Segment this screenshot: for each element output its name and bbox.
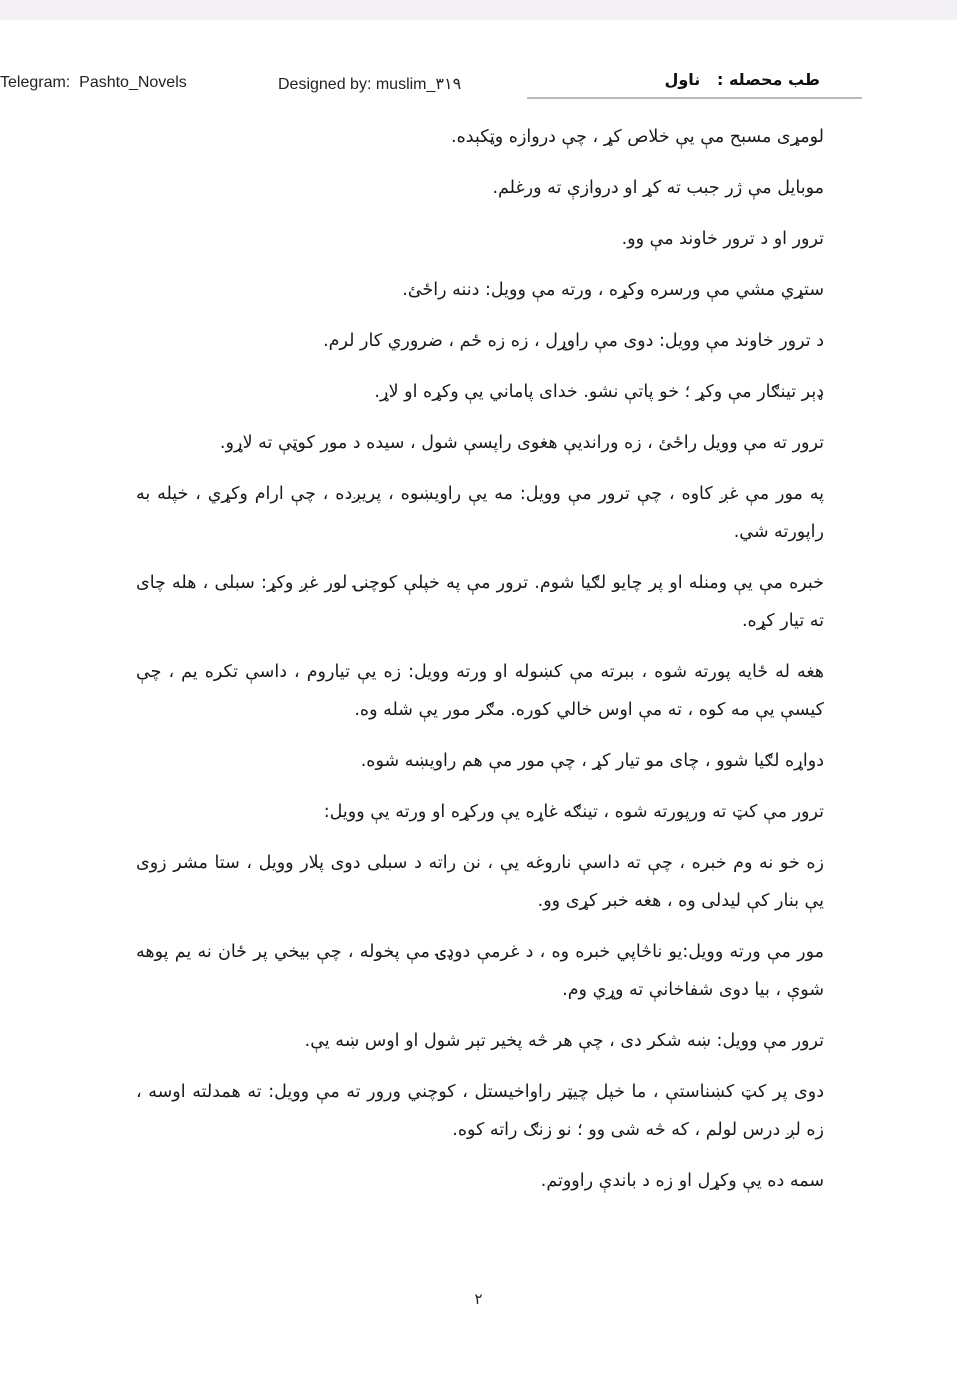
page-number: ٢: [474, 1290, 483, 1308]
paragraph: ترور ته مې وويل راځئ ، زه ورانديې هغوی راپسې شول ، سيده د مور کوټې ته لاړو.: [219, 433, 824, 453]
header-title: طب محصله : ناول: [664, 70, 820, 89]
paragraph: سمه ده يې وکړل او زه د باندې راووتم.: [540, 1171, 824, 1191]
paragraph: موبايل مې ژر جبب ته کړ او دروازې ته ورغلم.: [492, 178, 824, 198]
paragraph: دوی پر کټ کښناستې ، ما خپل چيټر راواخيستل ، کوچني ورور ته مې وويل: ته همدلته اوسه ، زه لږ درس لولم ، که څه شی وو ؛ نو زنګ راته کوه.: [136, 1082, 824, 1140]
paragraph: زه خو نه وم خبره ، چې ته داسې ناروغه يې ، نن راته د سبلی دوی پلار وويل ، ستا مشر زوی يې بنار کې ليدلی وه ، هغه خبر کړی وو.: [136, 853, 824, 911]
page-header: [0, 60, 957, 104]
header-rule: [527, 97, 862, 99]
header-telegram: Telegram: Pashto_Novels: [0, 74, 187, 91]
paragraph: خبره مې يې ومنله او پر چايو لګيا شوم. ترور مې په خپلې کوچنۍ لور غږ وکړ: سبلی ، هله چای ته تيار کړه.: [136, 573, 824, 631]
paragraph: مور مې ورته وويل:يو ناڅاپي خبره وه ، د غرمې دوډۍ مې پخوله ، چې بيخي پر ځان نه يم پوهه شوې ، بيا دوی شفاخانې ته وړي وم.: [136, 942, 824, 1000]
paragraph: ترور مې کټ ته ورپورته شوه ، تينګه غاړه يې ورکړه او ورته يې وويل:: [323, 802, 824, 822]
paragraph: د ترور خاوند مې وويل: دوی مې راوړل ، زه زه ځم ، ضروري کار لرم.: [323, 331, 824, 351]
paragraph: لومړی مسبح مې يې خلاص کړ ، چې دروازه وټکېده.: [451, 127, 824, 147]
paragraph: دواړه لګيا شوو ، چای مو تيار کړ ، چې مور مې هم راويښه شوه.: [360, 751, 824, 771]
paragraph: ترور او د ترور خاوند مې وو.: [621, 229, 824, 249]
paragraph: ډېر تينګار مې وکړ ؛ خو پاتې نشو. خدای پاماني يې وکړه او لاړ.: [374, 382, 824, 402]
body-text: [136, 118, 824, 1213]
paragraph: په مور مې غږ کاوه ، چې ترور مې وويل: مه يې راويښوه ، پريږده ، چې ارام وکړي ، خپله به راپورته شي.: [136, 484, 824, 542]
paragraph: هغه له ځايه پورته شوه ، ببرته مې کښوله او ورته وويل: زه يې تياروم ، داسې تکره يم ، چې کيسې يې مه کوه ، ته مې اوس خالي کوره. مګر مور يې شله وه.: [136, 662, 824, 720]
paragraph: ترور مې وويل: ښه شکر دی ، چې هر څه پخير تېر شول او اوس ښه يې.: [304, 1031, 824, 1051]
top-band: [0, 0, 957, 20]
header-designer: Designed by: muslim_٣١٩: [278, 76, 462, 93]
paragraph: ستړي مشي مې ورسره وکړه ، ورته مې وويل: دننه راځئ.: [402, 280, 824, 300]
